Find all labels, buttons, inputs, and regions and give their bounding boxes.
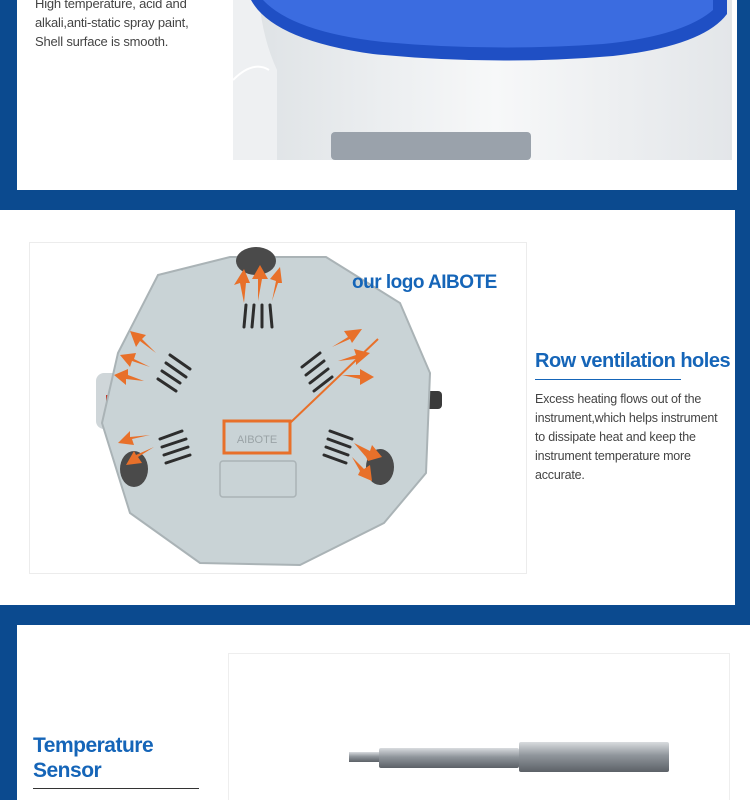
- rubber-foot: [236, 247, 276, 275]
- device-shell-photo: [233, 0, 732, 160]
- sensor-photo: [228, 653, 730, 800]
- title-underline: [535, 379, 681, 380]
- device-shell-illustration: [233, 0, 732, 160]
- sensor-title: Temperature Sensor: [33, 734, 154, 782]
- shell-section: [17, 0, 737, 190]
- ventilation-section: [0, 210, 735, 605]
- device-base-plate: [102, 257, 430, 565]
- ventilation-description: Excess heating flows out of the instrument,which helps instrument to dissipate heat and keep the instrument temperature more accurate.: [535, 392, 718, 482]
- device-logo-text: AIBOTE: [236, 434, 278, 446]
- logo-callout: our logo AIBOTE: [352, 272, 497, 293]
- sensor-section: [17, 625, 750, 800]
- shell-description: High temperature, acid and alkali,anti-static spray paint, Shell surface is smooth.: [35, 0, 189, 49]
- sensor-probe-illustration: [229, 654, 729, 800]
- title-underline: [33, 788, 199, 789]
- ventilation-title: Row ventilation holes: [535, 350, 731, 372]
